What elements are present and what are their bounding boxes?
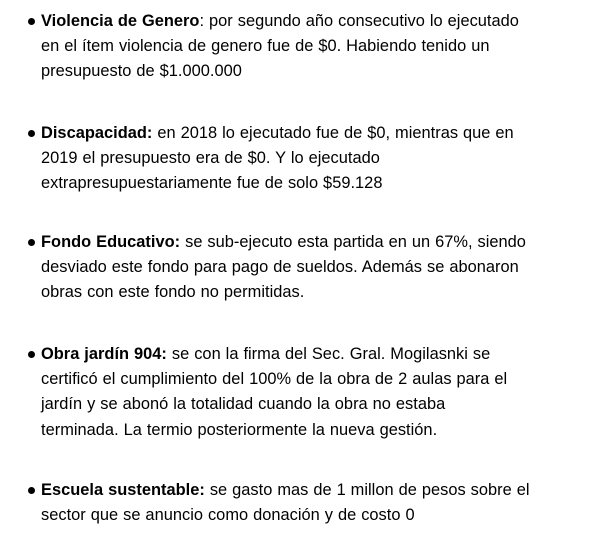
- text-line: 2019 el presupuesto era de $0. Y lo ejecutado: [41, 149, 380, 168]
- text-line: desviado este fondo para pago de sueldos. Además se abonaron: [41, 258, 519, 277]
- text-line: jardín y se abonó la totalidad cuando la obra no estaba: [41, 395, 446, 414]
- item-text: : por segundo año consecutivo lo ejecutado: [199, 12, 519, 30]
- text-line: certificó el cumplimiento del 100% de la obra de 2 aulas para el: [41, 370, 508, 389]
- bullet-text: [41, 478, 587, 528]
- text-line: obras con este fondo no permitidas.: [41, 283, 305, 302]
- item-label: Discapacidad:: [41, 124, 153, 142]
- item-text: se sub-ejecuto esta partida en un 67%, siendo: [180, 233, 526, 251]
- bullet-icon: [28, 487, 35, 494]
- text-line: presupuesto de $1.000.000: [41, 62, 242, 81]
- text-line: [41, 121, 587, 146]
- bullet-icon: [28, 18, 35, 25]
- bullet-text: [41, 230, 587, 306]
- item-text: en 2018 lo ejecutado fue de $0, mientras que en: [152, 124, 514, 142]
- item-label: Obra jardín 904:: [41, 345, 167, 363]
- item-label: Fondo Educativo:: [41, 233, 181, 251]
- text-line: terminada. La termio posteriormente la nueva gestión.: [41, 420, 438, 439]
- text-line: en el ítem violencia de genero fue de $0. Habiendo tenido un: [41, 37, 490, 56]
- text-line: [41, 9, 587, 34]
- bullet-text: [41, 121, 587, 197]
- text-line: [41, 230, 587, 255]
- item-label: Escuela sustentable:: [41, 481, 205, 499]
- bullet-text: [41, 342, 587, 443]
- text-line: [41, 478, 587, 503]
- bullet-text: [41, 9, 587, 85]
- item-label: Violencia de Genero: [41, 12, 200, 30]
- text-line: extrapresupuestariamente fue de solo $59.128: [41, 174, 383, 193]
- text-line: [41, 342, 587, 367]
- bullet-icon: [28, 239, 35, 246]
- text-line: sector que se anuncio como donación y de costo 0: [41, 506, 415, 525]
- bullet-icon: [28, 130, 35, 137]
- bullet-icon: [28, 351, 35, 358]
- item-text: se con la firma del Sec. Gral. Mogilasnki se: [166, 345, 491, 363]
- item-text: se gasto mas de 1 millon de pesos sobre el: [204, 481, 530, 499]
